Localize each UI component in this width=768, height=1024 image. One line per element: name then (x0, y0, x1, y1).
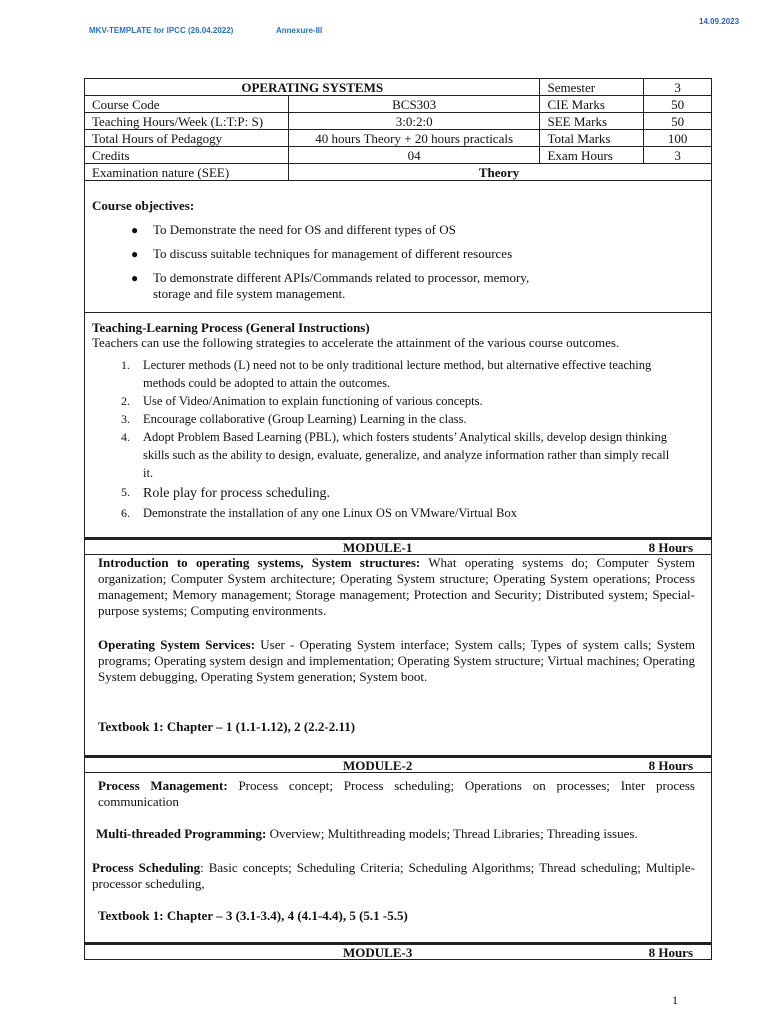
teaching-list (85, 356, 711, 522)
row-label: Credits (85, 147, 289, 164)
table-row (85, 164, 712, 181)
module-1-body (84, 555, 712, 756)
list-item: 3. Encourage collaborative (Group Learning) Learning in the class. (121, 412, 467, 426)
module-hours: 8 Hours (648, 945, 693, 960)
module-paragraph: Introduction to operating systems, System structures: What operating systems do; Computer System organization; Computer System architecture; Operating System structure; Operating System operations; Process management; Memory management; Storage management; Protection and Security; Distributed system; Special-purpose systems; Computing environments. (98, 555, 695, 618)
module-paragraph: Multi-threaded Programming: Overview; Multithreading models; Thread Libraries; Threading issues. (96, 826, 638, 841)
table-row (85, 147, 712, 164)
table-row (85, 130, 712, 147)
bullet-icon: ● (131, 223, 139, 237)
module-2-body (84, 773, 712, 943)
exam-nature-value: Theory (288, 164, 711, 181)
row-label: Course Code (85, 96, 289, 113)
list-item: ● To Demonstrate the need for OS and different types of OS (131, 222, 456, 237)
row-label: CIE Marks (540, 96, 644, 113)
module-hours: 8 Hours (648, 540, 693, 555)
bullet-icon: ● (131, 247, 139, 261)
row-label: Total Hours of Pedagogy (85, 130, 289, 147)
list-item: 2. Use of Video/Animation to explain functioning of various concepts. (121, 394, 483, 408)
objectives-title: Course objectives: (92, 198, 195, 213)
objectives-list (85, 222, 711, 310)
teaching-learning-process (84, 313, 712, 538)
template-label: MKV-TEMPLATE for IPCC (26.04.2022) (89, 26, 234, 35)
document-date: 14.09.2023 (699, 17, 740, 26)
row-value: 3:0:2:0 (288, 113, 540, 130)
list-item: 5. Role play for process scheduling. (121, 485, 331, 501)
module-1-header (84, 538, 712, 555)
list-item: ● To demonstrate different APIs/Commands related to processor, memory, storage and file system management. (131, 270, 530, 301)
table-row (85, 113, 712, 130)
list-item: 1. Lecturer methods (L) need not to be only traditional lecture method, but alternative effective teaching methods could be adopted to attain the outcomes. (121, 358, 652, 390)
row-value: 40 hours Theory + 20 hours practicals (288, 130, 540, 147)
course-info-table (84, 78, 712, 181)
table-row (85, 79, 712, 96)
list-item: ● To discuss suitable techniques for management of different resources (131, 246, 513, 261)
module-2-header (84, 756, 712, 773)
teaching-title: Teaching-Learning Process (General Instructions) (92, 320, 370, 335)
row-value: 3 (644, 147, 712, 164)
module-hours: 8 Hours (648, 758, 693, 773)
module-textbook: Textbook 1: Chapter – 1 (1.1-1.12), 2 (2.2-2.11) (98, 719, 356, 734)
page-number: 1 (672, 993, 678, 1007)
module-title: MODULE-1 (343, 540, 413, 555)
row-value: 04 (288, 147, 540, 164)
table-row (85, 96, 712, 113)
exam-nature-label: Examination nature (SEE) (85, 164, 289, 181)
course-title: OPERATING SYSTEMS (85, 79, 540, 96)
module-title: MODULE-2 (343, 758, 413, 773)
row-value: 100 (644, 130, 712, 147)
row-value: 50 (644, 96, 712, 113)
row-label: Exam Hours (540, 147, 644, 164)
bullet-icon: ● (131, 271, 139, 285)
module-paragraph: Process Scheduling: Basic concepts; Scheduling Criteria; Scheduling Algorithms; Thread scheduling; Multiple-processor scheduling, (92, 860, 695, 891)
module-paragraph: Operating System Services: User - Operating System interface; System calls; Types of system calls; System programs; Operating system design and implementation; Operating System structure; Virtual machines; Operating System debugging, Operating System generation; System boot. (98, 637, 695, 684)
module-3-header (84, 943, 712, 960)
row-label: Total Marks (540, 130, 644, 147)
row-label: SEE Marks (540, 113, 644, 130)
row-value: 50 (644, 113, 712, 130)
annexure-label: Annexure-III (276, 26, 323, 35)
course-objectives (84, 180, 712, 313)
list-item: 6. Demonstrate the installation of any one Linux OS on VMware/Virtual Box (121, 506, 517, 520)
list-item: 4. Adopt Problem Based Learning (PBL), which fosters students’ Analytical skills, develop design thinking skills such as the ability to design, evaluate, generalize, and analyze information rather than simply recall it. (121, 430, 670, 480)
semester-value: 3 (644, 79, 712, 96)
row-value: BCS303 (288, 96, 540, 113)
module-paragraph: Process Management: Process concept; Process scheduling; Operations on processes; Inter process communication (98, 778, 695, 809)
module-title: MODULE-3 (343, 945, 413, 960)
semester-label: Semester (540, 79, 644, 96)
teaching-intro: Teachers can use the following strategies to accelerate the attainment of the various course outcomes. (92, 335, 620, 350)
row-label: Teaching Hours/Week (L:T:P: S) (85, 113, 289, 130)
module-textbook: Textbook 1: Chapter – 3 (3.1-3.4), 4 (4.1-4.4), 5 (5.1 -5.5) (98, 908, 408, 923)
